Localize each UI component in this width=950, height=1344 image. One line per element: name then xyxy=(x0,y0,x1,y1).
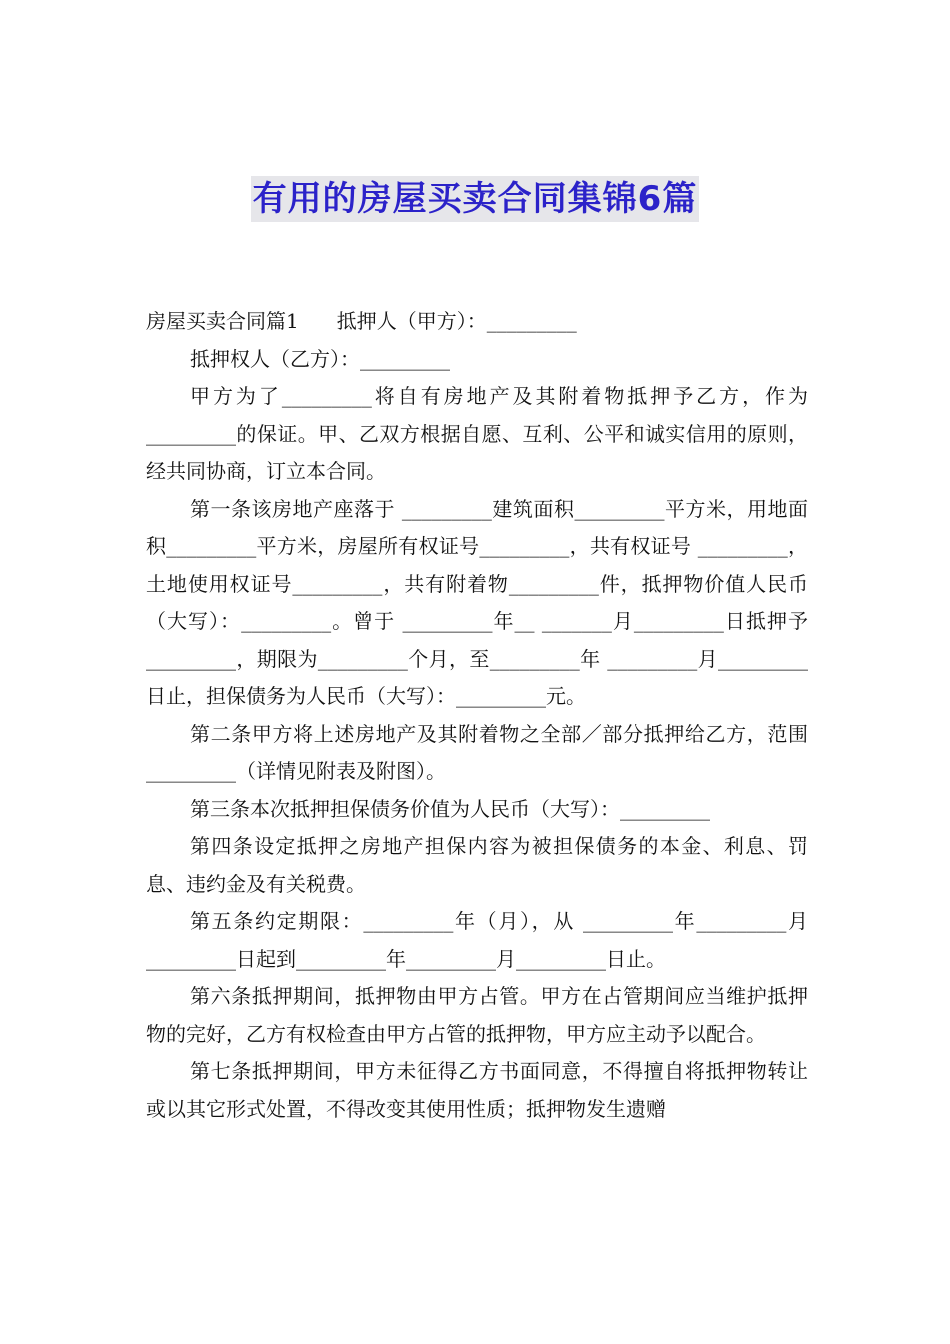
title-area xyxy=(0,176,950,222)
paragraph-text: 甲方为了_________将自有房地产及其附着物抵押予乙方，作为_________的保证。甲、乙双方根据自愿、互利、公平和诚实信用的原则，经共同协商，订立本合同。 xyxy=(146,384,808,483)
paragraph-text: 第六条抵押期间，抵押物由甲方占管。甲方在占管期间应当维护抵押物的完好，乙方有权检查由甲方占管的抵押物，甲方应主动予以配合。 xyxy=(146,984,808,1046)
paragraph-10 xyxy=(146,1053,808,1128)
document-title: 有用的房屋买卖合同集锦6篇 xyxy=(251,176,700,222)
paragraph-1 xyxy=(146,303,808,341)
paragraph-9 xyxy=(146,978,808,1053)
document-body xyxy=(146,303,808,1128)
section-heading: 房屋买卖合同篇1 xyxy=(146,309,299,333)
paragraph-text: 第七条抵押期间，甲方未征得乙方书面同意，不得擅自将抵押物转让或以其它形式处置，不得改变其使用性质；抵押物发生遗赠 xyxy=(146,1059,808,1121)
paragraph-text: 抵押权人（乙方）：_________ xyxy=(190,346,450,371)
paragraph-text: 第五条约定期限：_________年（月），从 _________年_________月_________日起到_________年_________月_________日止。 xyxy=(146,909,808,971)
paragraph-2 xyxy=(146,341,808,379)
paragraph-text: 第二条甲方将上述房地产及其附着物之全部／部分抵押给乙方，范围_________（详情见附表及附图）。 xyxy=(146,721,808,783)
paragraph-6 xyxy=(146,791,808,829)
paragraph-text: 抵押人（甲方）：_________ xyxy=(336,309,577,333)
paragraph-text: 第四条设定抵押之房地产担保内容为被担保债务的本金、利息、罚息、违约金及有关税费。 xyxy=(146,834,808,896)
paragraph-3 xyxy=(146,378,808,491)
paragraph-7 xyxy=(146,828,808,903)
paragraph-4 xyxy=(146,491,808,716)
paragraph-8 xyxy=(146,903,808,978)
paragraph-text: 第一条该房地产座落于 _________建筑面积_________平方米，用地面积_________平方米，房屋所有权证号_________，共有权证号 _________，土地使用权证号_________，共有附着物_________件，抵押物价值人民币（大写）：_________。曾于 _________年__ _______月_________日抵押予_________，期限为_________个月，至_________年 _________月_________日止，担保债务为人民币（大写）：_________元。 xyxy=(146,496,808,708)
paragraph-5 xyxy=(146,716,808,791)
paragraph-text: 第三条本次抵押担保债务价值为人民币（大写）：_________ xyxy=(190,796,710,821)
